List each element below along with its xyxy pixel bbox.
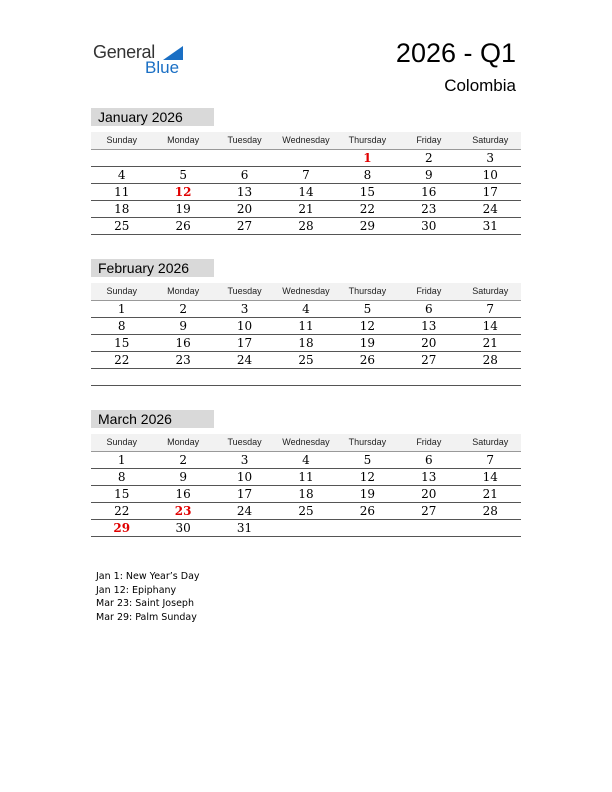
day-cell bbox=[275, 150, 336, 166]
day-cell: 7 bbox=[486, 453, 495, 467]
day-cell: 11 bbox=[114, 185, 130, 199]
day-cell: 15 bbox=[359, 185, 376, 199]
day-cell bbox=[337, 369, 398, 385]
week-row bbox=[91, 318, 521, 335]
weekday-label: Wednesday bbox=[282, 135, 330, 145]
day-cell: 2 bbox=[179, 302, 187, 316]
day-cell: 15 bbox=[114, 336, 130, 350]
day-cell: 8 bbox=[363, 168, 372, 182]
day-cell bbox=[214, 369, 275, 385]
day-cell: 9 bbox=[425, 168, 433, 182]
weekday-label: Saturday bbox=[472, 286, 509, 296]
day-cell: 25 bbox=[298, 353, 314, 367]
day-cell: 7 bbox=[302, 168, 310, 182]
month-january bbox=[91, 108, 521, 235]
weekday-label: Monday bbox=[167, 135, 200, 145]
day-cell: 19 bbox=[359, 336, 376, 350]
day-cell: 16 bbox=[421, 185, 437, 199]
day-cell bbox=[152, 150, 213, 166]
day-cell: 4 bbox=[117, 168, 126, 182]
logo-blue-text: Blue bbox=[145, 58, 180, 77]
day-cell: 4 bbox=[302, 453, 310, 467]
day-cell: 22 bbox=[114, 504, 130, 518]
day-cell: 24 bbox=[236, 504, 253, 518]
day-cell: 19 bbox=[359, 487, 376, 501]
day-cell: 8 bbox=[117, 470, 126, 484]
day-cell: 13 bbox=[236, 185, 253, 199]
weekday-label: Friday bbox=[416, 286, 442, 296]
day-cell: 28 bbox=[482, 353, 498, 367]
holiday-note: Jan 1: New Year’s Day bbox=[96, 571, 200, 582]
weekday-label: Wednesday bbox=[282, 286, 330, 296]
month-name: March 2026 bbox=[91, 410, 214, 428]
week-row bbox=[91, 335, 521, 352]
day-cell bbox=[398, 520, 459, 536]
weekday-header bbox=[91, 283, 521, 301]
day-cell: 20 bbox=[236, 202, 253, 216]
day-cell: 1 bbox=[117, 302, 126, 316]
day-cell: 14 bbox=[482, 470, 498, 484]
day-cell: 16 bbox=[175, 487, 191, 501]
page-title: 2026 - Q1 bbox=[395, 38, 516, 68]
day-cell: 2 bbox=[425, 151, 433, 165]
day-cell: 30 bbox=[175, 521, 191, 535]
day-cell bbox=[91, 369, 152, 385]
day-cell bbox=[91, 150, 152, 166]
day-cell: 13 bbox=[421, 470, 437, 484]
day-cell: 22 bbox=[359, 202, 376, 216]
day-cell: 24 bbox=[236, 353, 253, 367]
weekday-label: Sunday bbox=[106, 437, 137, 447]
day-cell: 30 bbox=[421, 219, 437, 233]
day-cell: 31 bbox=[236, 521, 253, 535]
day-cell: 9 bbox=[179, 470, 187, 484]
day-cell: 20 bbox=[421, 487, 437, 501]
week-row bbox=[91, 218, 521, 235]
day-cell bbox=[337, 520, 398, 536]
weekday-label: Saturday bbox=[472, 437, 509, 447]
weekday-label: Tuesday bbox=[227, 135, 262, 145]
day-cell: 4 bbox=[302, 302, 310, 316]
day-cell: 14 bbox=[482, 319, 498, 333]
day-cell: 12 bbox=[359, 470, 376, 484]
week-row bbox=[91, 503, 521, 520]
day-cell: 14 bbox=[298, 185, 314, 199]
day-cell bbox=[460, 520, 521, 536]
day-cell bbox=[460, 369, 521, 385]
day-cell: 27 bbox=[236, 219, 253, 233]
weekday-label: Tuesday bbox=[227, 437, 262, 447]
week-row bbox=[91, 167, 521, 184]
weekday-header bbox=[91, 132, 521, 150]
day-cell: 16 bbox=[175, 336, 191, 350]
day-cell: 5 bbox=[363, 453, 372, 467]
week-row bbox=[91, 469, 521, 486]
weekday-label: Friday bbox=[416, 135, 442, 145]
day-cell: 28 bbox=[482, 504, 498, 518]
day-cell: 3 bbox=[486, 151, 495, 165]
day-cell: 18 bbox=[298, 336, 314, 350]
holiday-note: Mar 29: Palm Sunday bbox=[96, 611, 197, 623]
weekday-label: Sunday bbox=[106, 286, 137, 296]
day-cell: 10 bbox=[236, 470, 253, 484]
day-cell: 6 bbox=[425, 302, 433, 316]
day-cell: 17 bbox=[236, 487, 253, 501]
day-cell bbox=[275, 520, 336, 536]
month-march bbox=[91, 410, 521, 537]
weekday-header bbox=[91, 434, 521, 452]
day-cell: 1 bbox=[117, 453, 126, 467]
day-cell bbox=[152, 369, 213, 385]
week-row bbox=[91, 452, 521, 469]
logo-general-text: General bbox=[93, 42, 155, 62]
day-cell bbox=[275, 369, 336, 385]
day-cell: 3 bbox=[240, 453, 249, 467]
weekday-label: Wednesday bbox=[282, 437, 330, 447]
weekday-label: Monday bbox=[167, 437, 200, 447]
day-cell bbox=[214, 150, 275, 166]
day-cell: 25 bbox=[114, 219, 130, 233]
day-cell: 8 bbox=[117, 319, 126, 333]
day-cell: 6 bbox=[425, 453, 433, 467]
month-february bbox=[91, 259, 521, 386]
day-cell: 6 bbox=[240, 168, 249, 182]
weekday-label: Sunday bbox=[106, 135, 137, 145]
logo bbox=[93, 40, 193, 80]
weekday-label: Saturday bbox=[472, 135, 509, 145]
day-cell: 5 bbox=[363, 302, 372, 316]
week-row bbox=[91, 184, 521, 201]
day-cell: 28 bbox=[298, 219, 314, 233]
week-row bbox=[91, 301, 521, 318]
day-cell: 7 bbox=[486, 302, 495, 316]
day-cell: 10 bbox=[482, 168, 498, 182]
day-cell: 13 bbox=[421, 319, 437, 333]
day-cell: 21 bbox=[482, 336, 498, 350]
day-cell: 22 bbox=[114, 353, 130, 367]
day-cell: 11 bbox=[298, 319, 314, 333]
country-name: Colombia bbox=[444, 76, 516, 95]
week-row bbox=[91, 486, 521, 503]
week-row bbox=[91, 369, 521, 386]
holiday-note: Mar 23: Saint Joseph bbox=[96, 598, 194, 609]
day-cell: 10 bbox=[236, 319, 253, 333]
weekday-label: Monday bbox=[167, 286, 200, 296]
holiday-day-cell: 29 bbox=[113, 521, 131, 535]
week-row bbox=[91, 520, 521, 537]
day-cell: 21 bbox=[298, 202, 314, 216]
day-cell: 19 bbox=[175, 202, 191, 216]
day-cell: 17 bbox=[482, 185, 498, 199]
day-cell: 12 bbox=[359, 319, 376, 333]
day-cell: 27 bbox=[421, 353, 437, 367]
day-cell: 11 bbox=[298, 470, 314, 484]
day-cell: 23 bbox=[421, 202, 437, 216]
day-cell: 26 bbox=[175, 219, 191, 233]
holiday-day-cell: 1 bbox=[363, 151, 372, 165]
day-cell: 21 bbox=[482, 487, 498, 501]
weekday-label: Tuesday bbox=[227, 286, 262, 296]
month-name: January 2026 bbox=[91, 108, 214, 126]
day-cell: 18 bbox=[298, 487, 314, 501]
week-row bbox=[91, 352, 521, 369]
weekday-label: Thursday bbox=[348, 286, 387, 296]
day-cell: 27 bbox=[421, 504, 437, 518]
day-cell: 20 bbox=[421, 336, 437, 350]
day-cell: 23 bbox=[175, 353, 191, 367]
day-cell bbox=[398, 369, 459, 385]
day-cell: 24 bbox=[482, 202, 498, 216]
weekday-label: Thursday bbox=[348, 437, 387, 447]
holiday-day-cell: 23 bbox=[174, 504, 192, 518]
day-cell: 18 bbox=[114, 202, 130, 216]
day-cell: 31 bbox=[482, 219, 498, 233]
week-row bbox=[91, 150, 521, 167]
day-cell: 2 bbox=[179, 453, 187, 467]
day-cell: 17 bbox=[236, 336, 253, 350]
holiday-day-cell: 12 bbox=[174, 185, 192, 199]
day-cell: 26 bbox=[359, 504, 376, 518]
day-cell: 29 bbox=[359, 219, 376, 233]
day-cell: 9 bbox=[179, 319, 187, 333]
weekday-label: Thursday bbox=[348, 135, 387, 145]
weekday-label: Friday bbox=[416, 437, 442, 447]
month-name: February 2026 bbox=[91, 259, 214, 277]
day-cell: 26 bbox=[359, 353, 376, 367]
day-cell: 15 bbox=[114, 487, 130, 501]
holiday-notes bbox=[96, 570, 200, 624]
holiday-note: Jan 12: Epiphany bbox=[96, 584, 177, 596]
day-cell: 25 bbox=[298, 504, 314, 518]
day-cell: 3 bbox=[240, 302, 249, 316]
day-cell: 5 bbox=[179, 168, 187, 182]
week-row bbox=[91, 201, 521, 218]
